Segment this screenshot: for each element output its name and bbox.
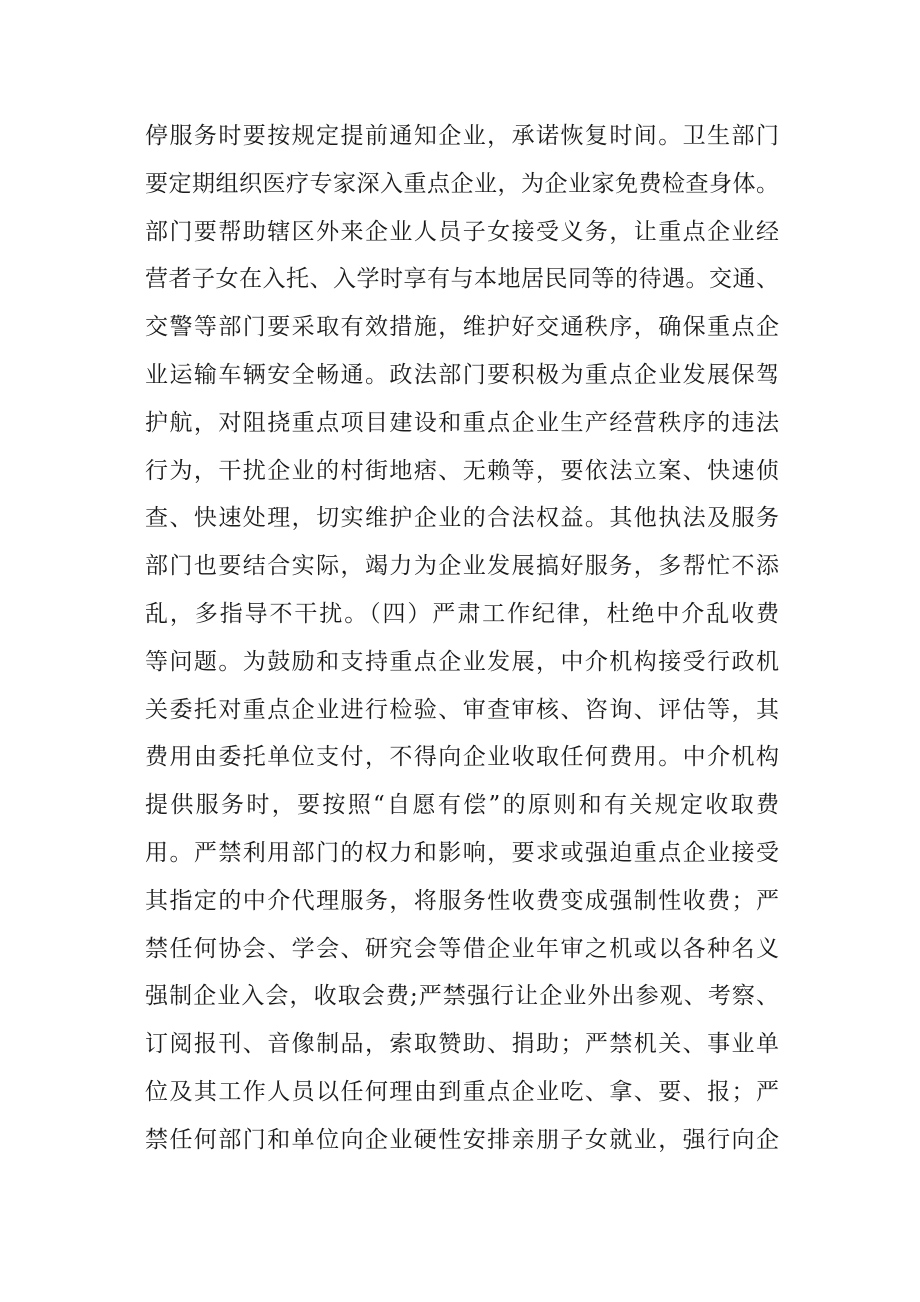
text-line-20: 订阅报刊、音像制品，索取赞助、捐助；严禁机关、事业单 — [145, 1031, 779, 1058]
text-line-9: 查、快速处理，切实维护企业的合法权益。其他执法及服务 — [145, 505, 779, 532]
text-line-14: 费用由委托单位支付，不得向企业收取任何费用。中介机构 — [145, 744, 779, 771]
text-line-11: 乱，多指导不干扰。（四）严肃工作纪律，杜绝中介乱收费 — [145, 600, 779, 627]
text-line-8: 行为，干扰企业的村街地痞、无赖等，要依法立案、快速侦 — [145, 457, 779, 484]
body-text — [145, 113, 785, 1165]
text-line-17: 其指定的中介代理服务，将服务性收费变成强制性收费；严 — [145, 887, 779, 914]
text-line-16: 用。严禁利用部门的权力和影响，要求或强迫重点企业接受 — [145, 839, 779, 866]
text-line-22: 禁任何部门和单位向企业硬性安排亲朋子女就业，强行向企 — [145, 1126, 779, 1153]
text-line-18: 禁任何协会、学会、研究会等借企业年审之机或以各种名义 — [145, 935, 779, 962]
text-line-15: 提供服务时，要按照“自愿有偿”的原则和有关规定收取费 — [145, 792, 779, 819]
text-line-2: 要定期组织医疗专家深入重点企业，为企业家免费检查身体。 — [145, 170, 779, 197]
text-line-7: 护航，对阻挠重点项目建设和重点企业生产经营秩序的违法 — [145, 409, 779, 436]
text-line-3: 部门要帮助辖区外来企业人员子女接受义务，让重点企业经 — [145, 218, 779, 245]
text-line-13: 关委托对重点企业进行检验、审查审核、咨询、评估等，其 — [145, 696, 779, 723]
text-line-1: 停服务时要按规定提前通知企业，承诺恢复时间。卫生部门 — [145, 123, 779, 149]
text-line-6: 业运输车辆安全畅通。政法部门要积极为重点企业发展保驾 — [145, 361, 779, 388]
text-line-12: 等问题。为鼓励和支持重点企业发展，中介机构接受行政机 — [145, 648, 779, 675]
text-line-10: 部门也要结合实际，竭力为企业发展搞好服务，多帮忙不添 — [145, 553, 779, 580]
text-line-21: 位及其工作人员以任何理由到重点企业吃、拿、要、报；严 — [145, 1078, 779, 1105]
text-line-5: 交警等部门要采取有效措施，维护好交通秩序，确保重点企 — [145, 314, 779, 341]
text-line-19: 强制企业入会，收取会费;严禁强行让企业外出参观、考察、 — [145, 983, 779, 1010]
text-line-4: 营者子女在入托、入学时享有与本地居民同等的待遇。交通、 — [145, 266, 779, 293]
